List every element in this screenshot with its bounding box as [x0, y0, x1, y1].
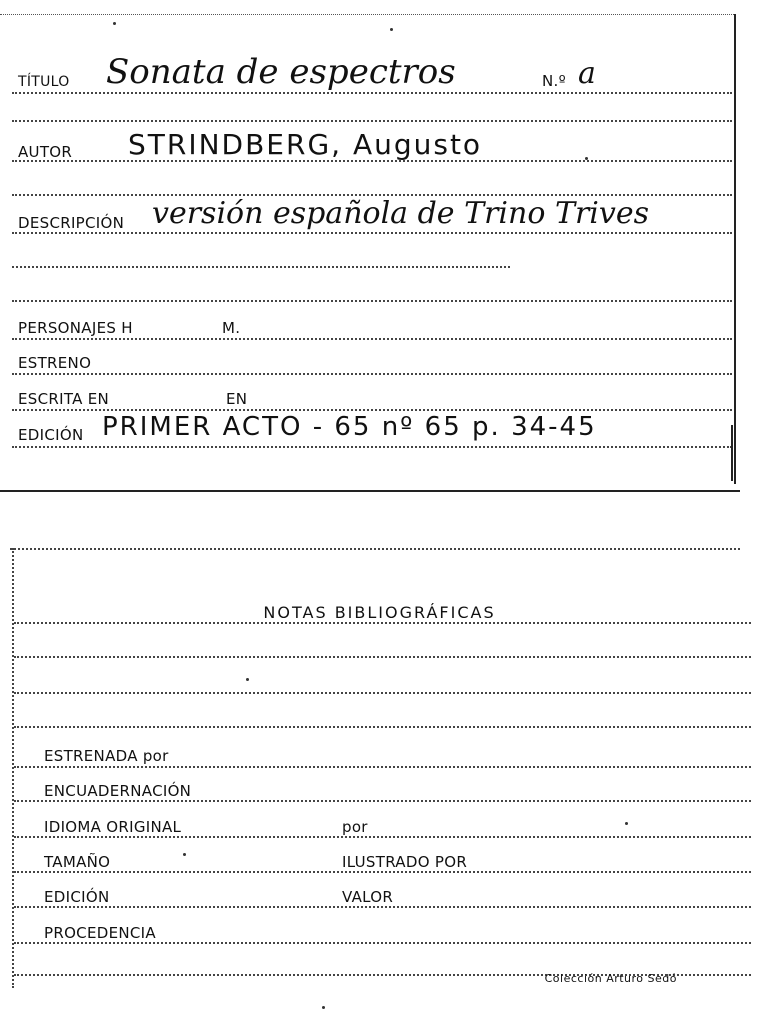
escrita-rule: [12, 409, 732, 411]
scan-speck: [390, 28, 393, 31]
titulo-rule: [12, 92, 732, 94]
edicion-value: PRIMER ACTO - 65 nº 65 p. 34-45: [102, 412, 597, 442]
idioma-rule: [14, 836, 751, 838]
notas-rule: [14, 656, 751, 658]
edicion-back-rule: [14, 906, 751, 908]
card-right-edge: [734, 14, 736, 484]
edicion-label: EDICIÓN: [18, 426, 84, 444]
escrita-en-label: EN: [226, 390, 248, 408]
autor-value: STRINDBERG, Augusto: [128, 128, 483, 161]
ilustrado-label: ILUSTRADO POR: [342, 853, 468, 871]
descripcion-label: DESCRIPCIÓN: [18, 214, 125, 232]
estreno-rule: [12, 373, 732, 375]
catalog-card-front: [0, 0, 740, 492]
scan-speck: [113, 22, 116, 25]
por-label: por: [342, 818, 368, 836]
escrita-label: ESCRITA EN: [18, 390, 110, 408]
scan-speck: [585, 157, 588, 160]
notas-rule: [14, 622, 751, 624]
numero-value: a: [578, 56, 596, 91]
idioma-label: IDIOMA ORIGINAL: [44, 818, 182, 836]
estrenada-label: ESTRENADA por: [44, 747, 169, 765]
blank-rule: [12, 266, 510, 268]
notas-rule: [14, 726, 751, 728]
card-edge-mark: [731, 425, 733, 481]
scan-speck: [322, 1006, 325, 1009]
scan-speck: [625, 822, 628, 825]
procedencia-rule: [14, 942, 751, 944]
procedencia-label: PROCEDENCIA: [44, 924, 156, 942]
card-top-edge: [0, 14, 734, 15]
notas-heading: NOTAS BIBLIOGRÁFICAS: [263, 603, 496, 622]
descripcion-rule: [12, 232, 732, 234]
blank-rule: [12, 300, 732, 302]
card-bottom-edge: [0, 490, 740, 492]
personajes-m-label: M.: [222, 319, 241, 337]
autor-rule: [12, 160, 732, 162]
personajes-label: PERSONAJES H: [18, 319, 133, 337]
titulo-value: Sonata de espectros: [106, 52, 456, 92]
numero-label: N.º: [542, 72, 566, 90]
valor-label: VALOR: [342, 888, 394, 906]
blank-rule: [12, 120, 732, 122]
scan-speck: [246, 678, 249, 681]
encuadernacion-label: ENCUADERNACIÓN: [44, 782, 192, 800]
scan-speck: [183, 853, 186, 856]
estreno-label: ESTRENO: [18, 354, 92, 372]
collection-stamp: Colección Arturo Sedó: [544, 972, 677, 985]
titulo-label: TÍTULO: [18, 74, 70, 90]
tamano-rule: [14, 871, 751, 873]
estrenada-rule: [14, 766, 751, 768]
edicion-back-label: EDICIÓN: [44, 888, 110, 906]
personajes-rule: [12, 338, 732, 340]
edicion-rule: [12, 446, 732, 448]
tamano-label: TAMAÑO: [44, 853, 111, 871]
descripcion-value: versión española de Trino Trives: [152, 196, 649, 231]
autor-label: AUTOR: [18, 143, 73, 161]
notas-rule: [14, 692, 751, 694]
encuadernacion-rule: [14, 800, 751, 802]
card-top-edge: [10, 548, 740, 550]
